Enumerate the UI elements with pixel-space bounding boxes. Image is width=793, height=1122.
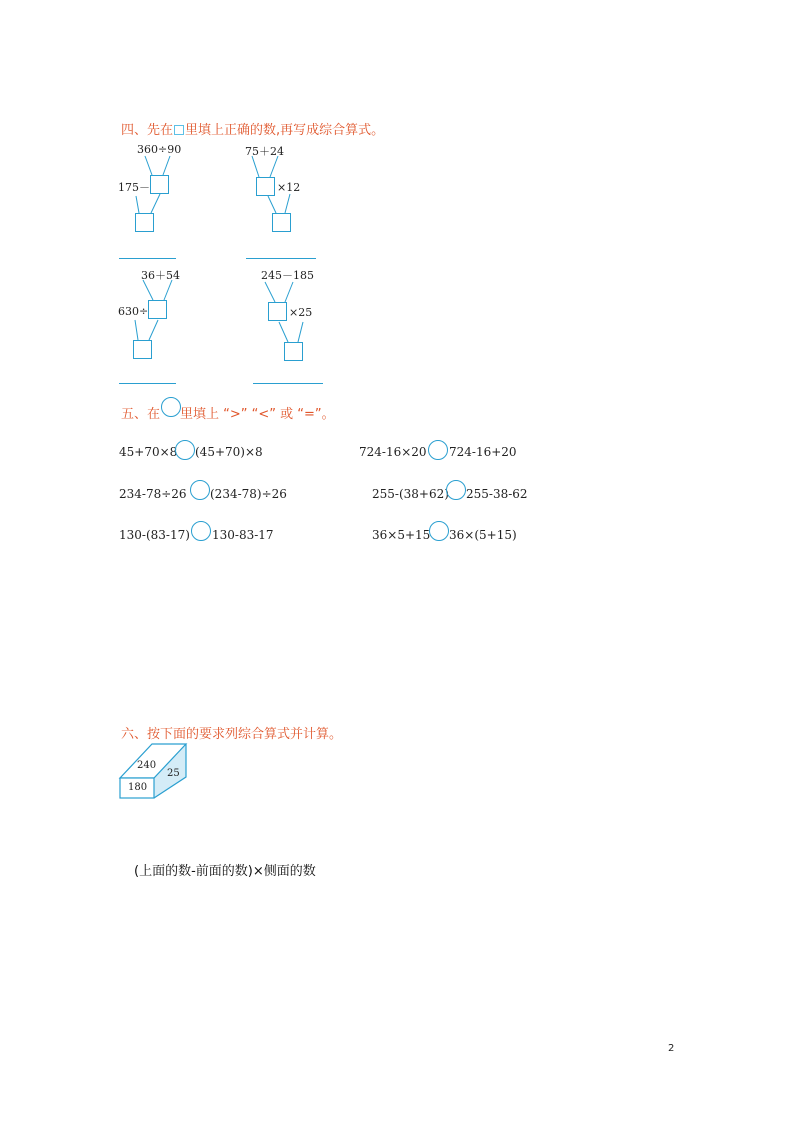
connector-line <box>298 322 303 342</box>
answer-box[interactable] <box>133 340 152 359</box>
circle-icon <box>161 397 181 417</box>
answer-box[interactable] <box>272 213 291 232</box>
cuboid-top-number: 240 <box>137 760 157 771</box>
compare-left-expr: 255-(38+62) <box>372 487 449 501</box>
connector-line <box>149 320 158 340</box>
tree3-left: 630÷ <box>118 305 149 318</box>
compare-left-expr: 36×5+15 <box>372 528 431 542</box>
answer-line[interactable] <box>246 258 316 259</box>
compare-circle[interactable] <box>175 440 195 460</box>
connector-line <box>268 196 276 213</box>
tree1-top: 360÷90 <box>137 143 182 156</box>
compare-circle[interactable] <box>191 521 211 541</box>
section5-title-suffix: 里填上 “>” “<” 或 “=”。 <box>180 407 335 422</box>
compare-right-expr: 724-16+20 <box>449 445 517 459</box>
connector-line <box>143 280 153 300</box>
page-number: 2 <box>668 1043 675 1054</box>
connector-line <box>164 280 172 300</box>
connector-line <box>151 194 160 213</box>
answer-line[interactable] <box>119 383 176 384</box>
connector-line <box>136 196 139 213</box>
section5-title <box>121 403 335 422</box>
answer-box[interactable] <box>135 213 154 232</box>
connector-line <box>135 320 138 340</box>
compare-left-expr: 234-78÷26 <box>119 487 187 501</box>
connector-line <box>145 156 152 175</box>
connector-line <box>265 282 275 302</box>
cuboid-front-number: 180 <box>128 782 148 793</box>
compare-right-expr: 130-83-17 <box>212 528 274 542</box>
answer-box[interactable] <box>148 300 167 319</box>
connector-line <box>252 156 259 177</box>
compare-circle[interactable] <box>190 480 210 500</box>
compare-circle[interactable] <box>446 480 466 500</box>
tree-connectors <box>0 0 793 400</box>
answer-line[interactable] <box>253 383 323 384</box>
section4-title-suffix: 里填上正确的数,再写成综合算式。 <box>185 123 385 138</box>
tree2-top: 75＋24 <box>245 145 284 158</box>
tree3-top: 36＋54 <box>141 269 180 282</box>
connector-line <box>270 156 278 177</box>
compare-right-expr: 36×(5+15) <box>449 528 517 542</box>
answer-box[interactable] <box>150 175 169 194</box>
tree1-left: 175－ <box>118 181 150 194</box>
formula-text: (上面的数-前面的数)×侧面的数 <box>134 864 316 879</box>
answer-line[interactable] <box>119 258 176 259</box>
answer-box[interactable] <box>256 177 275 196</box>
tree4-top: 245－185 <box>261 269 314 282</box>
compare-circle[interactable] <box>428 440 448 460</box>
connector-line <box>285 282 293 302</box>
compare-right-expr: (234-78)÷26 <box>210 487 287 501</box>
compare-left-expr: 724-16×20 <box>359 445 427 459</box>
connector-line <box>285 194 290 213</box>
compare-right-expr: (45+70)×8 <box>195 445 263 459</box>
answer-box[interactable] <box>268 302 287 321</box>
cuboid-side-number: 25 <box>167 768 180 779</box>
compare-right-expr: 255-38-62 <box>466 487 528 501</box>
connector-line <box>279 322 288 342</box>
section6-title: 六、按下面的要求列综合算式并计算。 <box>121 727 343 742</box>
tree4-right: ×25 <box>289 306 313 319</box>
answer-box[interactable] <box>284 342 303 361</box>
compare-left-expr: 130-(83-17) <box>119 528 190 542</box>
section5-title-prefix: 五、在 <box>121 407 161 422</box>
compare-circle[interactable] <box>429 521 449 541</box>
compare-left-expr: 45+70×8 <box>119 445 178 459</box>
tree2-right: ×12 <box>277 181 301 194</box>
connector-line <box>163 156 170 175</box>
section4-title-prefix: 四、先在 <box>121 123 174 138</box>
